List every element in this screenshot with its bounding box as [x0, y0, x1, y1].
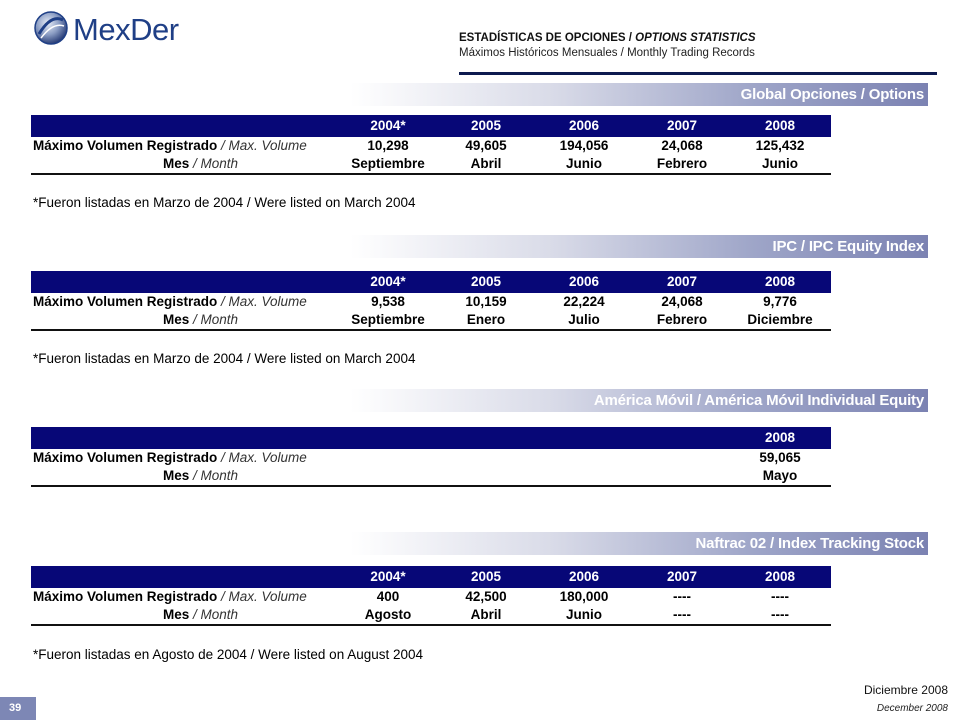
- volume-label: [33, 138, 307, 153]
- year-header: 2007: [666, 274, 698, 289]
- month-label: [163, 607, 238, 622]
- month-cell: Mayo: [762, 468, 798, 483]
- month-label-es: Mes: [163, 607, 190, 622]
- table-header-row: [31, 115, 831, 137]
- volume-label: [33, 450, 307, 465]
- month-label: [163, 156, 238, 171]
- month-cell: Febrero: [656, 156, 708, 171]
- month-cell: Agosto: [364, 607, 412, 622]
- month-cell: Diciembre: [747, 312, 813, 327]
- volume-cell: 400: [376, 589, 400, 604]
- section-banner-ipc: [350, 235, 928, 258]
- table-header-row: [31, 271, 831, 293]
- table-header-row: [31, 566, 831, 588]
- table-row-volume: [31, 588, 831, 606]
- month-label-en: / Month: [189, 468, 239, 483]
- volume-label-es: Máximo Volumen Registrado: [33, 138, 218, 153]
- page-subtitle: Máximos Históricos Mensuales / Monthly Trading Records: [459, 47, 755, 59]
- volume-cell: ----: [673, 589, 691, 604]
- banner-label: América Móvil / América Móvil Individual Equity: [593, 392, 924, 409]
- mexder-globe-icon: [33, 10, 69, 46]
- volume-label-en: / Max. Volume: [217, 589, 307, 604]
- footnote-ipc: *Fueron listadas en Marzo de 2004 / Were listed on March 2004: [33, 351, 416, 366]
- volume-cell: 59,065: [759, 450, 801, 465]
- month-label-en: / Month: [189, 156, 239, 171]
- volume-label: [33, 294, 307, 309]
- table-naftrac: [31, 566, 831, 626]
- month-cell: Enero: [466, 312, 506, 327]
- table-header-row: [31, 427, 831, 449]
- banner-label: Global Opciones / Options: [740, 86, 924, 103]
- volume-label-en: / Max. Volume: [217, 450, 307, 465]
- volume-cell: 24,068: [661, 294, 703, 309]
- volume-cell: 10,159: [465, 294, 507, 309]
- month-cell: Septiembre: [351, 156, 425, 171]
- table-america-movil: [31, 427, 831, 487]
- title-en: OPTIONS STATISTICS: [635, 32, 756, 44]
- footnote-naftrac: *Fueron listadas en Agosto de 2004 / Were listed on August 2004: [33, 647, 424, 662]
- month-cell: ----: [771, 607, 789, 622]
- volume-cell: 9,538: [371, 294, 405, 309]
- volume-cell: 194,056: [559, 138, 609, 153]
- year-header: 2006: [568, 274, 600, 289]
- volume-label-en: / Max. Volume: [217, 138, 307, 153]
- month-label: [163, 312, 238, 327]
- year-header: 2005: [470, 569, 502, 584]
- volume-label-en: / Max. Volume: [217, 294, 307, 309]
- volume-cell: 180,000: [559, 589, 609, 604]
- banner-label: IPC / IPC Equity Index: [772, 238, 924, 255]
- table-row-month: [31, 467, 831, 485]
- title-es: ESTADÍSTICAS DE OPCIONES: [459, 32, 626, 44]
- volume-cell: 49,605: [465, 138, 507, 153]
- volume-cell: 42,500: [465, 589, 507, 604]
- volume-cell: 10,298: [367, 138, 409, 153]
- table-row-month: [31, 311, 831, 329]
- year-header: 2005: [470, 118, 502, 133]
- month-cell: Febrero: [656, 312, 708, 327]
- month-label-en: / Month: [189, 607, 239, 622]
- year-header: 2006: [568, 118, 600, 133]
- title-separator: /: [625, 32, 636, 44]
- section-banner-america-movil: [350, 389, 928, 412]
- year-header: 2005: [470, 274, 502, 289]
- table-row-month: [31, 155, 831, 173]
- volume-label-es: Máximo Volumen Registrado: [33, 294, 218, 309]
- month-label: [163, 468, 238, 483]
- volume-cell: ----: [771, 589, 789, 604]
- volume-cell: 24,068: [661, 138, 703, 153]
- year-header: 2008: [764, 274, 796, 289]
- page-header: [459, 31, 937, 75]
- table-row-volume: [31, 293, 831, 311]
- banner-label: Naftrac 02 / Index Tracking Stock: [695, 535, 924, 552]
- footnote-global: *Fueron listadas en Marzo de 2004 / Were listed on March 2004: [33, 195, 416, 210]
- table-ipc: [31, 271, 831, 331]
- month-label-es: Mes: [163, 468, 190, 483]
- year-header: 2004*: [370, 274, 406, 289]
- section-banner-global: [350, 83, 928, 106]
- section-banner-naftrac: [350, 532, 928, 555]
- year-header: 2008: [764, 118, 796, 133]
- page-number: 39: [0, 697, 36, 720]
- year-header: 2004*: [370, 569, 406, 584]
- table-row-volume: [31, 137, 831, 155]
- month-cell: Abril: [470, 607, 502, 622]
- month-cell: ----: [673, 607, 691, 622]
- volume-label: [33, 589, 307, 604]
- month-cell: Junio: [566, 156, 602, 171]
- volume-cell: 22,224: [563, 294, 605, 309]
- month-label-es: Mes: [163, 156, 190, 171]
- month-cell: Abril: [470, 156, 502, 171]
- footer-date-es: Diciembre 2008: [863, 683, 948, 697]
- year-header: 2008: [764, 430, 796, 445]
- month-cell: Junio: [566, 607, 602, 622]
- month-label-es: Mes: [163, 312, 190, 327]
- year-header: 2008: [764, 569, 796, 584]
- volume-label-es: Máximo Volumen Registrado: [33, 589, 218, 604]
- table-row-volume: [31, 449, 831, 467]
- volume-label-es: Máximo Volumen Registrado: [33, 450, 218, 465]
- mexder-logo: [33, 6, 183, 54]
- month-cell: Septiembre: [351, 312, 425, 327]
- footer-date-en: December 2008: [876, 703, 948, 714]
- table-global-options: [31, 115, 831, 175]
- logo-text: MexDer: [73, 12, 179, 47]
- month-cell: Julio: [568, 312, 600, 327]
- year-header: 2006: [568, 569, 600, 584]
- table-row-month: [31, 606, 831, 624]
- volume-cell: 125,432: [755, 138, 805, 153]
- page-title: [459, 31, 937, 46]
- year-header: 2007: [666, 118, 698, 133]
- volume-cell: 9,776: [763, 294, 797, 309]
- year-header: 2007: [666, 569, 698, 584]
- month-label-en: / Month: [189, 312, 239, 327]
- year-header: 2004*: [370, 118, 406, 133]
- month-cell: Junio: [762, 156, 798, 171]
